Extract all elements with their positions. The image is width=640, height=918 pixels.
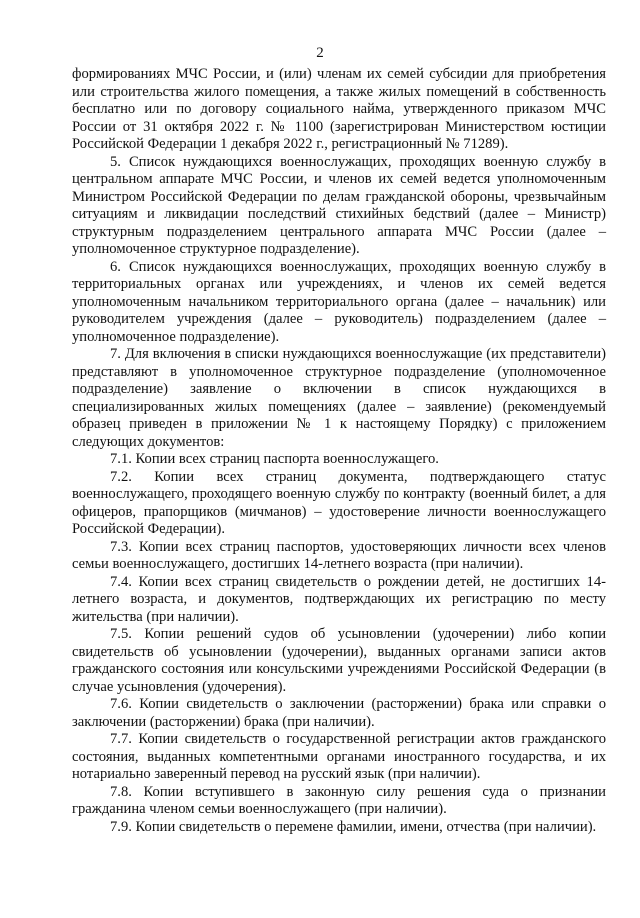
paragraph-7: 7. Для включения в списки нуждающихся военнослужащие (их представители) представляют в уполномоченное структурное подразделение (уполномоченное подразделение) заявление о включении в список нуждающихся в специализированных жилых помещениях (далее – заявление) (рекомендуемый образец приведен в приложении № 1 к настоящему Порядку) с приложением следующих документов:: [72, 346, 606, 450]
paragraph-7-4: 7.4. Копии всех страниц свидетельств о рождении детей, не достигших 14-летнего возраста, и документов, подтверждающих их регистрацию по месту жительства (при наличии).: [72, 573, 606, 625]
paragraph-7-6: 7.6. Копии свидетельств о заключении (расторжении) брака или справки о заключении (расторжении) брака (при наличии).: [72, 696, 606, 730]
paragraph-7-8: 7.8. Копии вступившего в законную силу решения суда о признании гражданина членом семьи военнослужащего (при наличии).: [72, 783, 606, 817]
paragraph-7-7: 7.7. Копии свидетельств о государственной регистрации актов гражданского состояния, выданных компетентными органами иностранного государства, и их нотариально заверенный перевод на русский язык (при наличии).: [72, 731, 606, 782]
document-body: [72, 66, 606, 836]
paragraph-7-5: 7.5. Копии решений судов об усыновлении (удочерении) либо копии свидетельств об усыновлении (удочерении), выданных органами записи актов гражданского состояния или консульскими учреждениями Российской Федерации (в случае усыновления (удочерения).: [72, 626, 606, 695]
paragraph-6: 6. Список нуждающихся военнослужащих, проходящих военную службу в территориальных органах или учреждениях, и членов их семей ведется уполномоченным начальником территориального органа (далее – начальник) или руководителем учреждения (далее – руководитель) подразделением (далее – уполномоченное подразделение).: [72, 258, 606, 345]
paragraph-7-9: 7.9. Копии свидетельств о перемене фамилии, имени, отчества (при наличии).: [110, 818, 597, 835]
paragraph-7-1: 7.1. Копии всех страниц паспорта военнослужащего.: [110, 451, 439, 467]
paragraph-7-2: 7.2. Копии всех страниц документа, подтверждающего статус военнослужащего, проходящего военную службу по контракту (военный билет, а для офицеров, прапорщиков (мичманов) – удостоверение личности военнослужащего Российской Федерации).: [72, 468, 606, 537]
paragraph-continuation: формированиях МЧС России, и (или) членам их семей субсидии для приобретения или строительства жилого помещения, а также жилых помещений в собственность бесплатно или по договору социального найма, утвержденного приказом МЧС России от 31 октября 2022 г. № 1100 (зарегистрирован Министерством юстиции Российской Федерации 1 декабря 2022 г., регистрационный № 71289).: [72, 66, 606, 152]
page-number: 2: [316, 45, 324, 61]
paragraph-5: 5. Список нуждающихся военнослужащих, проходящих военную службу в центральном аппарате МЧС России, и членов их семей ведется уполномоченным Министром Российской Федерации по делам гражданской обороны, чрезвычайным ситуациям и ликвидации последствий стихийных бедствий (далее – Министр) структурным подразделением центрального аппарата МЧС России (далее – уполномоченное структурное подразделение).: [72, 153, 606, 257]
paragraph-7-3: 7.3. Копии всех страниц паспортов, удостоверяющих личности всех членов семьи военнослужащего, достигших 14-летнего возраста (при наличии).: [72, 538, 606, 572]
